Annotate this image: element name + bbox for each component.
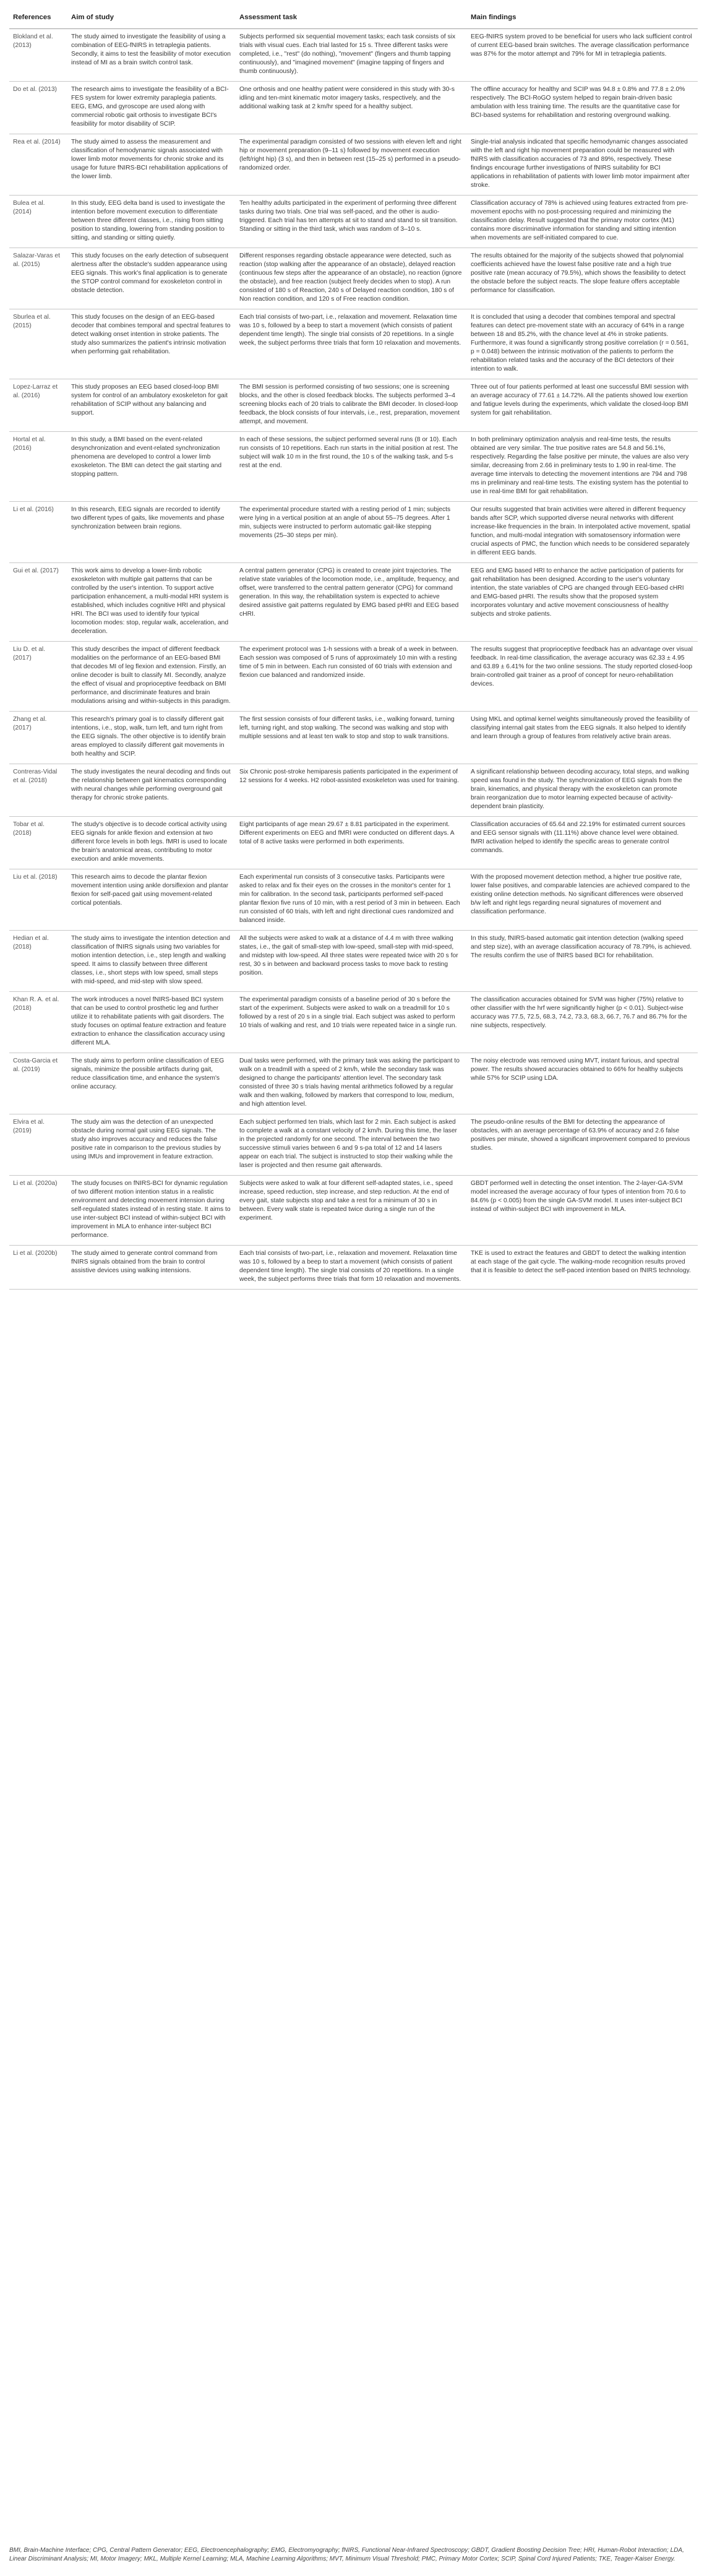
table-row (9, 817, 698, 869)
cell-aim: This work aims to develop a lower-limb robotic exoskeleton with multiple gait patterns that can be controlled by the user's intention. To support active participation enhancement, a multi-modal HRI system is established, which includes cognitive HRI and physical HRI. The BCI was used to identify four typical locomotion modes: stop, regular walk, acceleration, and deceleration. (67, 563, 236, 642)
cell-assessment-task: Subjects performed six sequential movement tasks; each task consists of six trials with visual cues. Each trial lasted for 15 s. Three different tasks were completed, i.e., "rest" (do nothing), "movement" (fingers and thumb tapping continuously), and "imagined movement" (imagine tapping of fingers and thumb continuously). (236, 29, 467, 82)
cell-main-findings: Classification accuracies of 65.64 and 22.19% for estimated current sources and EEG sensor signals with (11.11%) above chance level were obtained. fMRI activation helped to identify the specific areas to generate control commands. (467, 817, 698, 869)
cell-aim: This study proposes an EEG based closed-loop BMI system for control of an ambulatory exoskeleton for gait rehabilitation of SCIP without any balancing and support. (67, 379, 236, 432)
cell-aim: The study aimed to generate control command from fNIRS signals obtained from the brain to control assistive devices using walking intensions. (67, 1246, 236, 1290)
cell-main-findings: Three out of four patients performed at least one successful BMI session with an average accuracy of 77.61 ± 14.72%. All the patients showed low exertion and fatigue levels during the experiments, which validate the closed-loop BMI system for gait rehabilitation. (467, 379, 698, 432)
cell-main-findings: Our results suggested that brain activities were altered in different frequency bands after SCP, which supported diverse neural networks with different increase-like frequencies in the brain. In interpolated active movement, spatial function, and multi-modal integration with somatosensory information were crucial aspects of PMC, the function which needs to be considered separately in different EEG bands. (467, 502, 698, 563)
cell-aim: The study aims to perform online classification of EEG signals, minimize the possible artifacts during gait, reduce classification time, and enhance the system's online accuracy. (67, 1053, 236, 1114)
cell-assessment-task: The first session consists of four different tasks, i.e., walking forward, turning left, turning right, and stop walking. The second was walking and stop with multiple sessions and at least ten walk to stop and stop to walk transitions. (236, 712, 467, 764)
cell-reference: Liu et al. (2018) (9, 869, 67, 931)
cell-assessment-task: The experimental paradigm consists of a baseline period of 30 s before the start of the experiment. Subjects were asked to walk on a treadmill for 10 s followed by a rest of 20 s in a single trial. Each subject was asked to perform 10 trials of walking and rest, and 10 trials were repeated twice in a single run. (236, 992, 467, 1053)
cell-reference: Contreras-Vidal et al. (2018) (9, 764, 67, 817)
cell-main-findings: Classification accuracy of 78% is achieved using features extracted from pre-movement epochs with no post-processing required and minimizing the classification delay. Result suggested that the primary motor cortex (M1) contains more discriminative information for standing and sitting intention when movements are self-initiated compared to cue. (467, 196, 698, 248)
cell-aim: The study focuses on fNIRS-BCI for dynamic regulation of two different motion intention status in a realistic environment and detecting movement intension during self-regulated states instead of in resting state. It aims to use inter-subject BCI instead of within-subject BCI with improvement in MLA to enhance inter-subject BCI performance. (67, 1176, 236, 1246)
cell-assessment-task: Subjects were asked to walk at four different self-adapted states, i.e., speed increase, speed reduction, step increase, and step reduction. At the end of every gait, state subjects stop and take a rest for a minimum of 30 s in between. Every walk state is repeated twice during a single run of the experiment. (236, 1176, 467, 1246)
cell-reference: Salazar-Varas et al. (2015) (9, 248, 67, 309)
table-row (9, 196, 698, 248)
cell-main-findings: The noisy electrode was removed using MVT, instant furious, and spectral power. The results showed accuracies obtained to 66% for healthy subjects while 57% for SCIP using LDA. (467, 1053, 698, 1114)
cell-main-findings: The offline accuracy for healthy and SCIP was 94.8 ± 0.8% and 77.8 ± 2.0% respectively. The BCI-RoGO system helped to regain brain-driven basic ambulation with less training time. The results are the quantitative case for BCI-based systems for rehabilitation and restoring overground walking. (467, 82, 698, 134)
cell-reference: Li et al. (2016) (9, 502, 67, 563)
cell-assessment-task: All the subjects were asked to walk at a distance of 4.4 m with three walking states, i.e., the gait of small-step with low-speed, small-step with mid-speed, and midstep with low-speed. All three states were repeated twice with 20 s for rest, 30 s in between and backward process tasks to move back to resting position. (236, 931, 467, 992)
cell-reference: Rea et al. (2014) (9, 134, 67, 196)
cell-main-findings: A significant relationship between decoding accuracy, total steps, and walking speed was found in the study. The synchronization of EEG signals from the brain, kinematics, and physical therapy with the exoskeleton can promote brain reorganization due to motor learning expected because of activity-dependent brain plasticity. (467, 764, 698, 817)
table-row (9, 134, 698, 196)
cell-main-findings: With the proposed movement detection method, a higher true positive rate, lower false positives, and comparable latencies are achieved compared to the existing online detection methods. No significant differences were observed b/w left and right legs regarding neural signatures of movement and classification performance. (467, 869, 698, 931)
cell-assessment-task: Each subject performed ten trials, which last for 2 min. Each subject is asked to complete a walk at a constant velocity of 2 km/h. During this time, the laser in the projected randomly for one second. The interval between the two successive stimuli varies between 6 and 9 s-pa total of 12 and 14 lasers appear on each trial. The subject is instructed to stop their walking while the laser is projected and then resume gait afterwards. (236, 1114, 467, 1176)
cell-assessment-task: Eight participants of age mean 29.67 ± 8.81 participated in the experiment. Different experiments on EEG and fMRI were conducted on different days. A total of 8 active tasks were performed in both experiments. (236, 817, 467, 869)
cell-aim: The study aimed to investigate the feasibility of using a combination of EEG-fNIRS in tetraplegia patients. Secondly, it aims to test the feasibility of motor execution instead of MI as a brain switch control task. (67, 29, 236, 82)
cell-reference: Tobar et al. (2018) (9, 817, 67, 869)
table-row (9, 992, 698, 1053)
column-header-assessment-task: Assessment task (236, 9, 467, 29)
cell-reference: Hedian et al. (2018) (9, 931, 67, 992)
table-row (9, 1176, 698, 1246)
cell-main-findings: Using MKL and optimal kernel weights simultaneously proved the feasibility of classifying internal gait states from the EEG signals. It also helped to identify and learn through a group of features from relatively active brain areas. (467, 712, 698, 764)
cell-reference: Li et al. (2020b) (9, 1246, 67, 1290)
cell-reference: Costa-Garcia et al. (2019) (9, 1053, 67, 1114)
literature-table (9, 9, 698, 1290)
table-row (9, 1053, 698, 1114)
cell-assessment-task: The experimental paradigm consisted of two sessions with eleven left and right hip or movement preparation (9–11 s) followed by movement execution (left/right hip) (3 s), and then in between rest (15–25 s) performed in a pseudo-randomized order. (236, 134, 467, 196)
cell-aim: This research's primary goal is to classify different gait intentions, i.e., stop, walk, turn left, and turn right from the EEG signals. The other objective is to identify brain areas employed to classify different gait movements in both healthy and SCIP. (67, 712, 236, 764)
cell-main-findings: In this study, fNIRS-based automatic gait intention detection (walking speed and step size), with an average classification accuracy of 78.79%, is achieved. The results confirm the use of fNIRS based BCI for rehabilitation. (467, 931, 698, 992)
cell-assessment-task: Six Chronic post-stroke hemiparesis patients participated in the experiment of 12 sessions for 4 weeks. H2 robot-assisted exoskeleton was used for training. (236, 764, 467, 817)
table-row (9, 432, 698, 502)
table-row (9, 563, 698, 642)
table-row (9, 1114, 698, 1176)
cell-main-findings: EEG and EMG based HRI to enhance the active participation of patients for gait rehabilitation has been designed. According to the user's voluntary intention, the state variables of CPG are changed through EEG-based cHRI and EMG-based pHRI. The results show that the proposed system incorporates voluntary and active movement consciousness of healthy subjects and stroke patients. (467, 563, 698, 642)
table-footnote: BMI, Brain-Machine Interface; CPG, Central Pattern Generator; EEG, Electroencephalography; EMG, Electromyography; fNIRS, Functional Near-Infrared Spectroscopy; GBDT, Gradient Boosting Decision Tree; HRI, Human-Robot Interaction; LDA, Linear Discriminant Analysis; MI, Motor Imagery; MKL, Multiple Kernel Learning; MLA, Machine Learning Algorithms; MVT, Minimum Visual Threshold; PMC, Primary Motor Cortex; SCIP, Spinal Cord Injured Patients; TKE, Teager-Kaiser Energy. (9, 2547, 684, 2562)
cell-assessment-task: In each of these sessions, the subject performed several runs (8 or 10). Each run consists of 10 repetitions. Each run starts in the initial position at rest. The subject will walk 10 m in the first round, the 10 s of the walking task, and 5-s rest at the end. (236, 432, 467, 502)
table-row (9, 642, 698, 712)
cell-assessment-task: Each experimental run consists of 3 consecutive tasks. Participants were asked to relax and fix their eyes on the crosses in the monitor's center for 1 min for calibration. In the second task, participants performed self-paced plantar flexion five runs of 10 min, with a rest period of 3 min in between. Each run consisted of 60 trials, with left and right directional cues randomized and balanced inside. (236, 869, 467, 931)
cell-main-findings: Single-trial analysis indicated that specific hemodynamic changes associated with the left and right hip movement preparation could be measured with fNIRS with classification accuracies of 73 and 89%, respectively. These findings encourage further investigations of fNIRS suitability for BCI applications in rehabilitation of patients with lower limb motor impairment after stroke. (467, 134, 698, 196)
cell-aim: The work introduces a novel fNIRS-based BCI system that can be used to control prosthetic leg and further utilize it to rehabilitate patients with gait disorders. The study focuses on optimal feature extraction and feature extraction to enhance the classification accuracy using different MLA. (67, 992, 236, 1053)
column-header-references: References (9, 9, 67, 29)
cell-reference: Gui et al. (2017) (9, 563, 67, 642)
cell-main-findings: TKE is used to extract the features and GBDT to detect the walking intention at each stage of the gait cycle. The walking-mode recognition results proved that it is feasible to detect the self-paced intention based on fNIRS technology. (467, 1246, 698, 1290)
cell-main-findings: The pseudo-online results of the BMI for detecting the appearance of obstacles, with an average percentage of 63.9% of accuracy and 2.6 false positives per minute, showed a significant improvement compared to previous studies. (467, 1114, 698, 1176)
cell-aim: The study's objective is to decode cortical activity using EEG signals for ankle flexion and extension at two different force levels in both legs. fMRI is used to locate the brain's anatomical areas, contributing to motor execution and ankle movements. (67, 817, 236, 869)
cell-main-findings: It is concluded that using a decoder that combines temporal and spectral features can detect pre-movement state with an accuracy of 64% in a range between 18 and 85.2%, with the chance level at 4% in stroke patients. Furthermore, it was found a significantly strong positive correlation (r = 0.561, p = 0.048) between the intrinsic motivation of the patients to perform the rehabilitation related tasks and the accuracy of the BCI detectors of their intention to walk. (467, 309, 698, 379)
cell-assessment-task: The experimental procedure started with a resting period of 1 min; subjects were lying in a vertical position at an angle of about 55–75 degrees. After 1 min, subjects were instructed to perform automatic gait-like stepping movements (25–30 steps per min). (236, 502, 467, 563)
table-row (9, 712, 698, 764)
cell-aim: This study focuses on the early detection of subsequent alertness after the obstacle's sudden appearance using EEG signals. This work's final application is to generate the STOP control command for exoskeleton control in obstacle detection. (67, 248, 236, 309)
cell-reference: Hortal et al. (2016) (9, 432, 67, 502)
cell-assessment-task: Each trial consists of two-part, i.e., relaxation and movement. Relaxation time was 10 s, followed by a beep to start a movement (which consists of patient dependent time length). The single trial consists of 20 repetitions. In a single week, the subject performs three trials that form 10 relaxation and movements. (236, 1246, 467, 1290)
column-header-aim: Aim of study (67, 9, 236, 29)
cell-reference: Li et al. (2020a) (9, 1176, 67, 1246)
cell-assessment-task: The experiment protocol was 1-h sessions with a break of a week in between. Each session was composed of 5 runs of approximately 10 min with a resting time of 5 min in between. Each run consisted of 60 trials with extension and flexion cue balanced and randomized inside. (236, 642, 467, 712)
table-row (9, 379, 698, 432)
cell-reference: Do et al. (2013) (9, 82, 67, 134)
cell-aim: The study aim was the detection of an unexpected obstacle during normal gait using EEG signals. The study also improves accuracy and reduces the false positive rate in comparison to the previous studies by using IMUs and improvement in feature extraction. (67, 1114, 236, 1176)
cell-assessment-task: Different responses regarding obstacle appearance were detected, such as reaction (stop walking after the appearance of an obstacle), delayed reaction (continuous few steps after the appearance of an obstacle), no reaction (ignore the obstacle), and free reaction (subject freely decides when to stop). A run consisted of 180 s of Reaction, 240 s of Delayed reaction condition, 180 s of Non reaction condition, and 120 s of Free reaction condition. (236, 248, 467, 309)
cell-aim: The study investigates the neural decoding and finds out the relationship between gait kinematics corresponding with neural changes while performing overground gait therapy for chronic stroke patients. (67, 764, 236, 817)
cell-main-findings: The classification accuracies obtained for SVM was higher (75%) relative to other classifier with the hrf were significantly higher (p < 0.01). Subject-wise accuracy was 77.5, 72.5, 68.3, 74.2, 73.3, 68.3, 66.7, 76.7 and 86.7% for the nine subjects, respectively. (467, 992, 698, 1053)
cell-assessment-task: One orthosis and one healthy patient were considered in this study with 30-s idling and ten-mint kinematic motor imagery tasks, respectively, and the additional walking task at 2 km/hr speed for a healthy subject. (236, 82, 467, 134)
cell-aim: In this study, EEG delta band is used to investigate the intention before movement execution to differentiate between three different classes, i.e., rising from sitting position to standing, lowering from standing position to sitting, and standing or sitting quietly. (67, 196, 236, 248)
cell-aim: The study aimed to assess the measurement and classification of hemodynamic signals associated with lower limb motor movements for chronic stroke and its usage for future fNIRS-BCI rehabilitation applications of the lower limb. (67, 134, 236, 196)
cell-main-findings: GBDT performed well in detecting the onset intention. The 2-layer-GA-SVM model increased the average accuracy of four types of intention from 70.6 to 84.6% (p < 0.005) from the single GA-SVM model. It uses inter-subject BCI instead of within-subject BCI with improvement in MLA. (467, 1176, 698, 1246)
cell-aim: The study aims to investigate the intention detection and classification of fNIRS signals using two variables for motion intention detection, i.e., step length and walking speed. It aims to classify between three different classes, i.e., short steps with low speed, small steps with mid-speed, and mid-step with slow speed. (67, 931, 236, 992)
table-row (9, 82, 698, 134)
cell-reference: Sburlea et al. (2015) (9, 309, 67, 379)
cell-assessment-task: The BMI session is performed consisting of two sessions; one is screening blocks, and the other is closed feedback blocks. The subjects performed 3–4 screening blocks each of 20 trials to calibrate the BMI decoder. In closed-loop feedback, the block consists of four intervals, i.e., rest, preparation, movement attempt, and movement. (236, 379, 467, 432)
table-row (9, 502, 698, 563)
cell-aim: This study focuses on the design of an EEG-based decoder that combines temporal and spectral features to detect walking onset intention in stroke patients. The study also summarizes the patient's intrinsic motivation when performing gait rehabilitation. (67, 309, 236, 379)
cell-main-findings: EEG-fNIRS system proved to be beneficial for users who lack sufficient control of current EEG-based brain switches. The average classification performance was 87% for the motor attempt and 79% for MI in tetraplegia patients. (467, 29, 698, 82)
cell-assessment-task: Dual tasks were performed, with the primary task was asking the participant to walk on a treadmill with a speed of 2 km/h, while the secondary task was designed to change the participants' attention level. The secondary task consisted of three 30 s trials having mental arithmetics followed by a regular walk and then walking, followed by markers that correspond to low, medium, and high attention level. (236, 1053, 467, 1114)
table-header-row (9, 9, 698, 29)
table-row (9, 931, 698, 992)
cell-main-findings: The results suggest that proprioceptive feedback has an advantage over visual feedback. In real-time classification, the average accuracy was 62.33 ± 4.95 and 63.89 ± 6.41% for the two online sessions. The study reported closed-loop brain-controlled gait trainer as a proof of concept for neuro-rehabilitation devices. (467, 642, 698, 712)
column-header-main-findings: Main findings (467, 9, 698, 29)
cell-assessment-task: Each trial consists of two-part, i.e., relaxation and movement. Relaxation time was 10 s, followed by a beep to start a movement (which consists of patient dependent time length). The single trial consists of 20 repetitions. In a single week, the subject performs three trials that form 10 relaxation and movements. (236, 309, 467, 379)
cell-reference: Bulea et al. (2014) (9, 196, 67, 248)
cell-assessment-task: Ten healthy adults participated in the experiment of performing three different tasks during two trials. One trial was self-paced, and the other is audio-triggered. Each trial has ten attempts at sit to stand and stand to sit transition. Standing or sitting in the third task, which was random of 3–10 s. (236, 196, 467, 248)
cell-main-findings: The results obtained for the majority of the subjects showed that polynomial coefficients achieved have the lowest false positive rate and a high true positive rate (mean accuracy of 79.5%), which shows the feasibility to detect the obstacle before the subject reacts. The slope feature offers acceptable performance for classification. (467, 248, 698, 309)
cell-assessment-task: A central pattern generator (CPG) is created to create joint trajectories. The relative state variables of the locomotion mode, i.e., amplitude, frequency, and offset, were transferred to the central pattern generator (CPG) for command generation. In this way, the rehabilitation system is expected to achieve desired assistive gait patterns regulated by EMG based pHRI and EEG based cHRI. (236, 563, 467, 642)
cell-reference: Elvira et al. (2019) (9, 1114, 67, 1176)
table-row (9, 764, 698, 817)
cell-aim: In this study, a BMI based on the event-related desynchronization and event-related synchronization phenomena are developed to control a lower limb exoskeleton. The BMI can detect the gait starting and stopping pattern. (67, 432, 236, 502)
cell-aim: This study describes the impact of different feedback modalities on the performance of an EEG-based BMI that decodes MI of leg flexion and extension. Firstly, an online decoder is built to classify MI. Secondly, analyze the effect of visual and proprioceptive feedback on BMI performance, and discriminate features and brain modulations arising and within-subjects in this paradigm. (67, 642, 236, 712)
cell-reference: Khan R. A. et al. (2018) (9, 992, 67, 1053)
cell-main-findings: In both preliminary optimization analysis and real-time tests, the results obtained are very similar. The true positive rates are 54.8 and 56.1%, respectively. Regarding the false positive per minute, the values are also very similar, decreasing from 2.66 in preliminary tests to 1.90 in real-time. The average time intervals to detecting the movement intentions are 794 and 798 ms in preliminary and real-time tests. The existing system has the potential to use in real-time BMI for gait rehabilitation. (467, 432, 698, 502)
table-row (9, 309, 698, 379)
cell-reference: Lopez-Larraz et al. (2016) (9, 379, 67, 432)
table-row (9, 1246, 698, 1290)
cell-aim: This research aims to decode the plantar flexion movement intention using ankle dorsiflexion and plantar flexion for self-paced gait using movement-related cortical potentials. (67, 869, 236, 931)
cell-aim: In this research, EEG signals are recorded to identify two different types of gaits, like movements and phase synchronization between brain regions. (67, 502, 236, 563)
cell-reference: Zhang et al. (2017) (9, 712, 67, 764)
table-row (9, 29, 698, 82)
cell-reference: Blokland et al. (2013) (9, 29, 67, 82)
cell-aim: The research aims to investigate the feasibility of a BCI-FES system for lower extremity paraplegia patients. EEG, EMG, and gyroscope are used along with commercial robotic gait orthosis to investigate BCI's feasibility for motor disability of SCIP. (67, 82, 236, 134)
table-row (9, 248, 698, 309)
table-row (9, 869, 698, 931)
cell-reference: Liu D. et al. (2017) (9, 642, 67, 712)
